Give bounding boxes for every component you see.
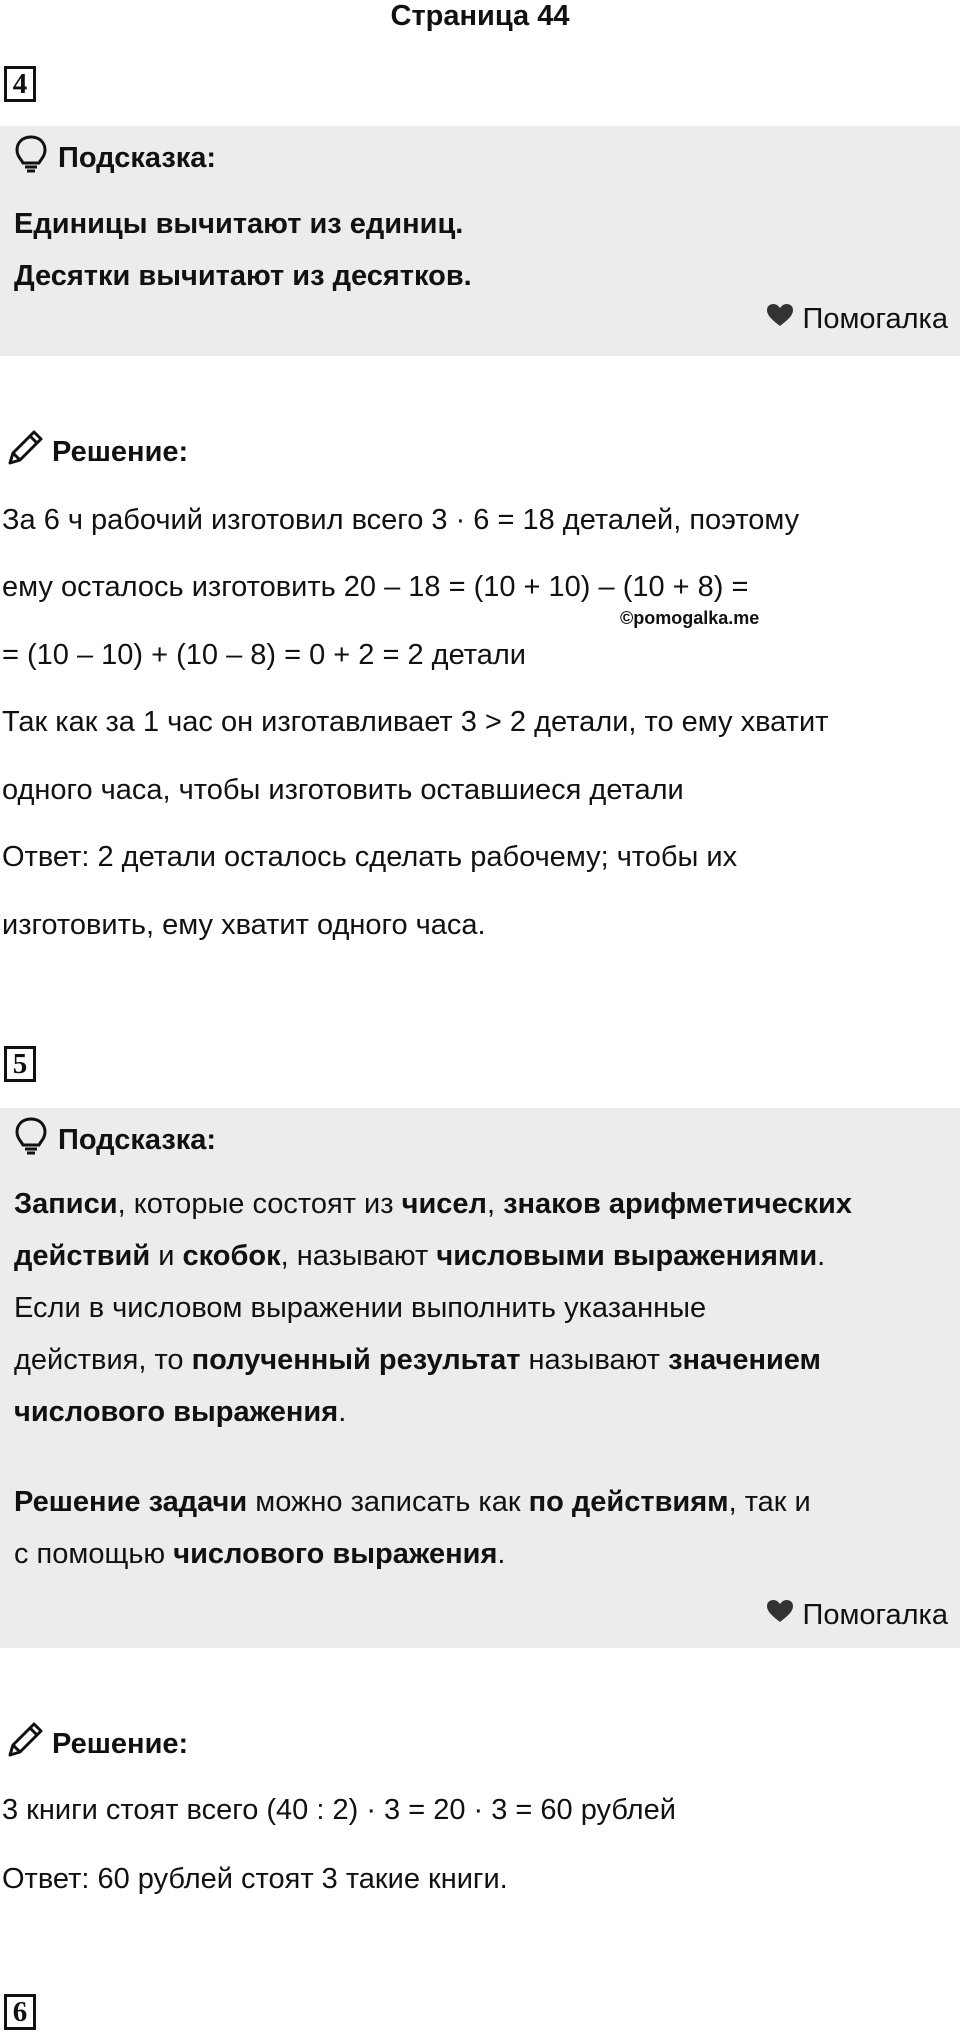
brand-name: Помогалка <box>802 302 948 335</box>
solution-line: 3 книги стоят всего (40 : 2) · 3 = 20 · 3 = 60 рублей <box>2 1794 676 1826</box>
solution-line: изготовить, ему хватит одного часа. <box>2 909 486 941</box>
hint-text <box>14 198 949 302</box>
hint-box-task-4 <box>0 126 960 356</box>
hint-header <box>14 1120 216 1160</box>
hint-title: Подсказка: <box>58 141 217 174</box>
heart-icon <box>765 302 803 336</box>
hint-line: с помощью числового выражения. <box>14 1538 506 1570</box>
hint-spacer <box>14 1438 949 1476</box>
brand-name: Помогалка <box>802 1598 948 1631</box>
hint-line: действий и скобок, называют числовыми выражениями. <box>14 1240 826 1272</box>
task-number-4: 4 <box>4 66 36 102</box>
page-title: Страница 44 <box>390 0 570 32</box>
hint-line: числового выражения. <box>14 1396 347 1428</box>
solution-line: одного часа, чтобы изготовить оставшиеся детали <box>2 774 684 806</box>
solution-line: = (10 – 10) + (10 – 8) = 0 + 2 = 2 детали <box>2 639 526 671</box>
lightbulb-icon <box>14 134 58 182</box>
solution-line: Так как за 1 час он изготавливает 3 > 2 детали, то ему хватит <box>2 706 829 738</box>
hint-box-task-5 <box>0 1108 960 1648</box>
hint-title: Подсказка: <box>58 1123 217 1156</box>
brand-signature <box>765 1598 948 1632</box>
hint-line: Записи, которые состоят из чисел, знаков арифметических <box>14 1188 852 1220</box>
solution-title: Решение: <box>52 1727 189 1760</box>
hint-line: Если в числовом выражении выполнить указанные <box>14 1292 707 1324</box>
solution-header-task-4 <box>4 430 188 474</box>
lightbulb-icon <box>14 1116 58 1164</box>
pencil-icon <box>4 427 52 477</box>
hint-line: Единицы вычитают из единиц. <box>14 208 464 240</box>
task-number-6: 6 <box>4 1994 36 2030</box>
heart-icon <box>765 1598 803 1632</box>
hint-line: действия, то полученный результат называют значением <box>14 1344 821 1376</box>
solution-title: Решение: <box>52 435 189 468</box>
solution-line: Ответ: 2 детали осталось сделать рабочему; чтобы их <box>2 841 738 873</box>
hint-line: Десятки вычитают из десятков. <box>14 260 472 292</box>
solution-line: Ответ: 60 рублей стоят 3 такие книги. <box>2 1863 508 1895</box>
hint-header <box>14 138 216 178</box>
brand-signature <box>765 302 948 336</box>
hint-line: Решение задачи можно записать как по действиям, так и <box>14 1486 811 1518</box>
hint-text <box>14 1178 949 1580</box>
solution-line: ему осталось изготовить 20 – 18 = (10 + 10) – (10 + 8) = <box>2 571 749 603</box>
solution-header-task-5 <box>4 1722 188 1766</box>
task-number-5: 5 <box>4 1046 36 1082</box>
pencil-icon <box>4 1719 52 1769</box>
solution-line: За 6 ч рабочий изготовил всего 3 · 6 = 18 деталей, поэтому <box>2 504 800 536</box>
watermark: ©pomogalka.me <box>620 608 760 628</box>
